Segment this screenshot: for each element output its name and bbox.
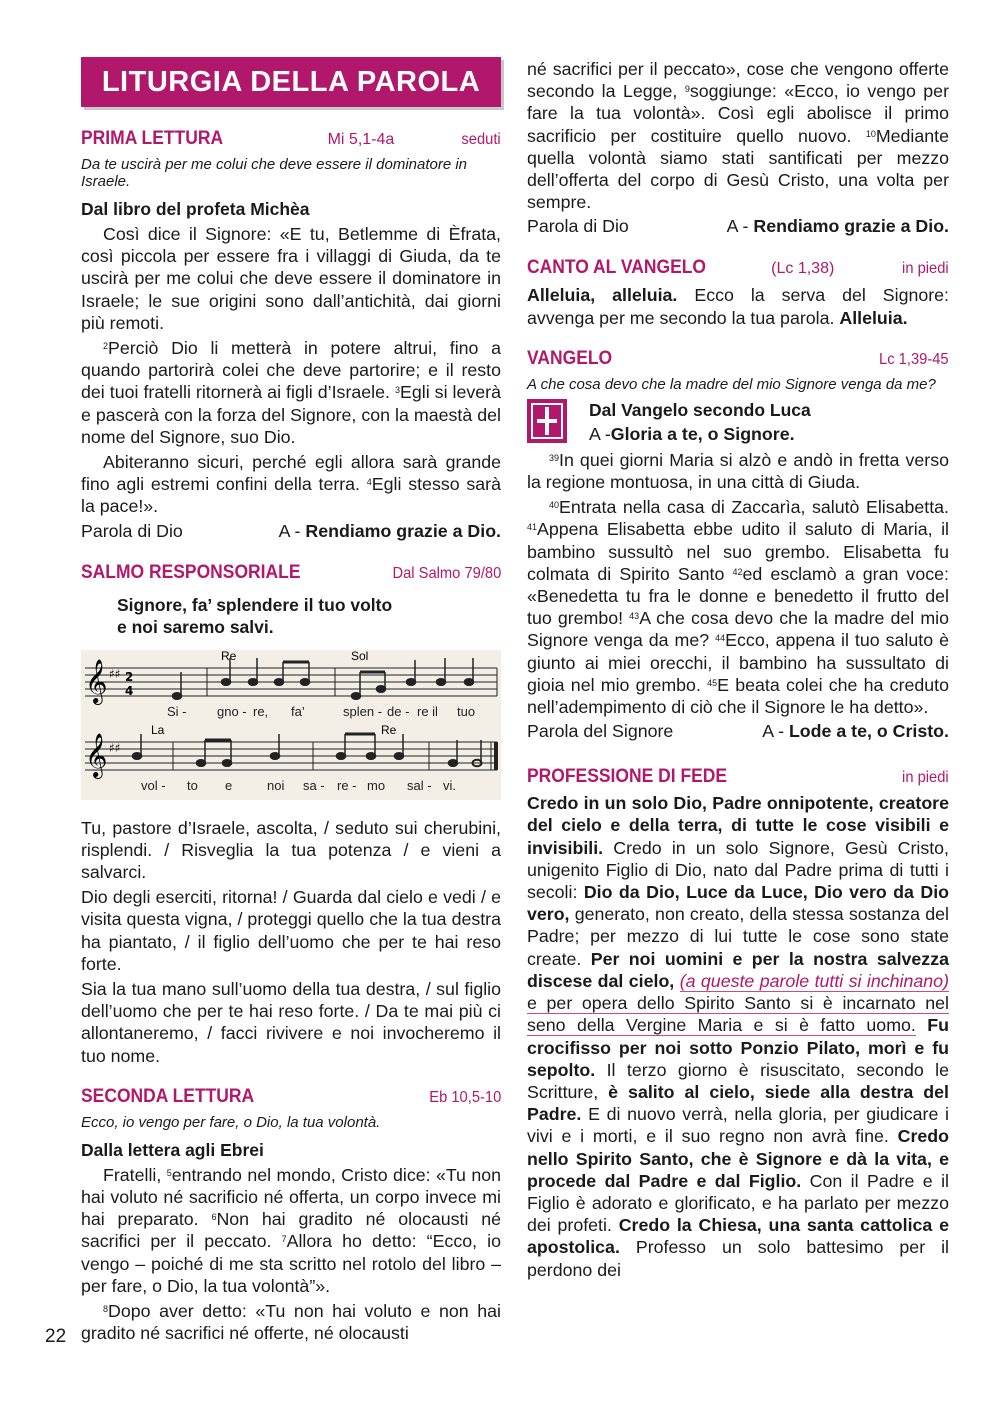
chord-label: Re (221, 649, 237, 663)
svg-text:2: 2 (125, 669, 134, 684)
lyric-syllable: re il (417, 703, 438, 719)
psalm-strophe: Sia la tua mano sull’uomo della tua destra, / sul figlio dell’uomo che per te hai reso forte. / Da te mai più ci allontaneremo, / facci rivivere e noi invocheremo il tuo nome. (81, 979, 501, 1066)
chord-label: La (151, 722, 165, 737)
lyric-syllable: re, (253, 703, 269, 719)
chord-label: Re (381, 722, 397, 737)
page-number: 22 (45, 1326, 67, 1347)
page-banner: LITURGIA DELLA PAROLA (81, 57, 501, 107)
section-posture: in piedi (902, 260, 949, 278)
psalm-strophe: Dio degli eserciti, ritorna! / Guarda dal cielo e vedi / e visita questa vigna, / proteggi quello che la tua destra ha piantato, / il figlio dell’uomo che per te hai reso forte. (81, 887, 501, 974)
lyric-syllable: gno - (217, 703, 247, 719)
response-line: Parola di Dio A - Rendiamo grazie a Dio. (527, 216, 949, 237)
lyric-syllable: fa’ (291, 703, 305, 719)
reading-paragraph: Fratelli, $^5$entrando nel mondo, Cristo dice: «Tu non hai voluto né sacrificio né offerta, un corpo invece mi hai preparato. $^6$Non hai gradito né olocausti né sacrifici per il peccato. $^7$Allora ho detto: “Ecco, io vengo – poiché di me sta scritto nel rotolo del libro – per fare, o Dio, la tua volontà”». (81, 1164, 502, 1296)
section-header-vangelo (527, 347, 949, 372)
lyric-syllable: de - (387, 703, 410, 719)
creed-text: Credo in un solo Dio, Padre onnipotente, creatore del cielo e della terra, di tutte le cose visibili e invisibili. Credo in un solo Signore, Gesù Cristo, unigenito Figlio di Dio, nato dal Padre prima di tutti i secoli: Dio da Dio, Luce da Luce, Dio vero da Dio vero, generato, non creato, della stessa sostanza del Padre; per mezzo di lui tutte le cose sono state create. Per noi uomini e per la nostra salvezza discese dal cielo, (a queste parole tutti si inchinano) e per opera dello Spirito Santo si è incarnato nel seno della Vergine Maria e si è fatto uomo. Fu crocifisso per noi sotto Ponzio Pilato, morì e fu sepolto. Il terzo giorno è risuscitato, secondo le Scritture, è salito al cielo, siede alla destra del Padre. E di nuovo verrà, nella gloria, per giudicare i vivi e i morti, e il suo regno non avrà fine. Credo nello Spirito Santo, che è Signore e dà la vita, e procede dal Padre e dal Figlio. Con il Padre e il Figlio è adorato e glorificato, e ha parlato per mezzo dei profeti. Credo la Chiesa, una santa cattolica e apostolica. Professo un solo battesimo per il perdono dei (527, 793, 950, 1280)
section-title: PROFESSIONE DI FEDE (527, 766, 728, 788)
section-title: PRIMA LETTURA (81, 128, 224, 149)
section-ref: Lc 1,39-45 (879, 350, 949, 368)
svg-text:4: 4 (125, 683, 134, 698)
section-posture: seduti (461, 131, 501, 148)
gospel-book-icon (527, 399, 567, 443)
reading-paragraph: $^{39}$In quei giorni Maria si alzò e andò in fretta verso la regione montuosa, in una città di Giuda. (527, 449, 949, 493)
lyric-syllable: to (187, 777, 198, 793)
lyric-syllable: vol - (141, 777, 166, 793)
section-title: CANTO AL VANGELO (527, 257, 707, 279)
reading-source: Dal Vangelo secondo Luca (589, 399, 811, 420)
psalm-refrain: Signore, fa’ splendere il tuo volto e noi saremo salvi. (117, 594, 393, 637)
section-header-prima (81, 127, 501, 152)
reading-paragraph-continued: né sacrifici per il peccato», cose che vengono offerte secondo la Legge, $^9$soggiunge: «Ecco, io vengo per fare la tua volontà». Così egli abolisce il primo sacrificio per costituire quello nuovo. $^{10}$Mediante quella volontà siamo stati santificati per mezzo dell’offerta del corpo di Gesù Cristo, una volta per sempre. (527, 59, 949, 213)
gospel-response: A - Gloria a te, o Signore. (589, 423, 795, 444)
section-ref: Dal Salmo 79/80 (392, 564, 501, 582)
lyric-syllable: tuo (457, 703, 476, 719)
section-ref: Mi 5,1-4a (327, 131, 395, 148)
reading-paragraph: $^2$Perciò Dio li metterà in potere altrui, fino a quando partorirà colei che deve partorire; e il resto dei tuoi fratelli ritornerà ai figli d’Israele. $^3$Egli si leverà e pascerà con la forza del Signore, con la maestà del nome del Signore, suo Dio. (81, 338, 501, 447)
lyric-syllable: splen - (343, 703, 383, 719)
left-column (81, 57, 501, 1345)
section-header-canto (527, 256, 949, 281)
lyric-syllable: vi. (443, 777, 456, 793)
section-header-salmo (81, 561, 501, 586)
section-header-credo (527, 765, 949, 790)
reading-intro: Ecco, io vengo per fare, o Dio, la tua volontà. (81, 1113, 381, 1131)
lyric-syllable: Si - (167, 703, 187, 719)
chord-label: Sol (351, 649, 369, 663)
svg-text:♯♯: ♯♯ (109, 666, 121, 681)
response-line: Parola di Dio A - Rendiamo grazie a Dio. (81, 520, 501, 541)
section-title: SECONDA LETTURA (81, 1085, 255, 1107)
music-score (81, 650, 501, 800)
lyric-syllable: e (225, 777, 233, 793)
lyric-syllable: sal - (407, 777, 432, 793)
reading-paragraph: Abiteranno sicuri, perché egli allora sarà grande fino agli estremi confini della terra. $^4$Egli stesso sarà la pace!». (81, 452, 501, 517)
reading-paragraph: $^{40}$Entrata nella casa di Zaccarìa, salutò Elisabetta. $^{41}$Appena Elisabetta ebbe udito il saluto di Maria, il bambino sussultò nel suo grembo. Elisabetta fu colmata di Spirito Santo $^{42}$ed esclamò a gran voce: «Benedetta tu fra le donne e benedetto il frutto del tuo grembo! $^{43}$A che cosa devo che la madre del mio Signore venga da me? $^{44}$Ecco, appena il tuo saluto è giunto ai miei orecchi, il bambino ha sussultato di gioia nel mio grembo. $^{45}$E beata colei che ha creduto nell’adempimento di ciò che il Signore le ha detto». (527, 497, 950, 718)
reading-intro: A che cosa devo che la madre del mio Signore venga da me? (527, 375, 936, 393)
section-header-seconda (81, 1085, 501, 1110)
svg-text:♯♯: ♯♯ (109, 740, 121, 755)
section-ref: (Lc 1,38) (771, 260, 835, 278)
lyric-syllable: re - (337, 777, 357, 793)
lyric-syllable: mo (367, 777, 386, 793)
lyric-syllable: noi (267, 777, 285, 793)
svg-text:𝄞: 𝄞 (85, 732, 108, 777)
gospel-acclamation: Alleluia, alleluia. Ecco la serva del Signore: avvenga per me secondo la tua parola. Alleluia. (527, 285, 949, 328)
svg-text:𝄞: 𝄞 (85, 658, 108, 703)
reading-paragraph: $^8$Dopo aver detto: «Tu non hai voluto e non hai gradito né sacrifici né offerte, né olocausti (81, 1301, 501, 1344)
section-title: SALMO RESPONSORIALE (81, 561, 301, 583)
reading-paragraph: Così dice il Signore: «E tu, Betlemme di Èfrata, così piccola per essere fra i villaggi di Giuda, da te uscirà per me colui che deve essere il dominatore in Israele; le sue origini sono dall’antichità, dai giorni più remoti. (81, 224, 501, 333)
gospel-source-row (527, 399, 949, 446)
reading-source: Dalla lettera agli Ebrei (81, 1139, 264, 1160)
response-line: Parola del Signore A - Lode a te, o Cristo. (527, 721, 949, 742)
reading-intro: Da te uscirà per me colui che deve essere il dominatore in Israele. (81, 156, 468, 190)
reading-source: Dal libro del profeta Michèa (81, 199, 310, 219)
lyric-syllable: sa - (303, 777, 325, 793)
section-title: VANGELO (527, 347, 613, 369)
section-ref: Eb 10,5-10 (428, 1088, 501, 1106)
right-column (527, 58, 949, 1281)
psalm-strophe: Tu, pastore d’Israele, ascolta, / seduto sui cherubini, risplendi. / Risveglia la tua potenza / e vieni a salvarci. (81, 817, 501, 883)
section-posture: in piedi (902, 769, 949, 787)
